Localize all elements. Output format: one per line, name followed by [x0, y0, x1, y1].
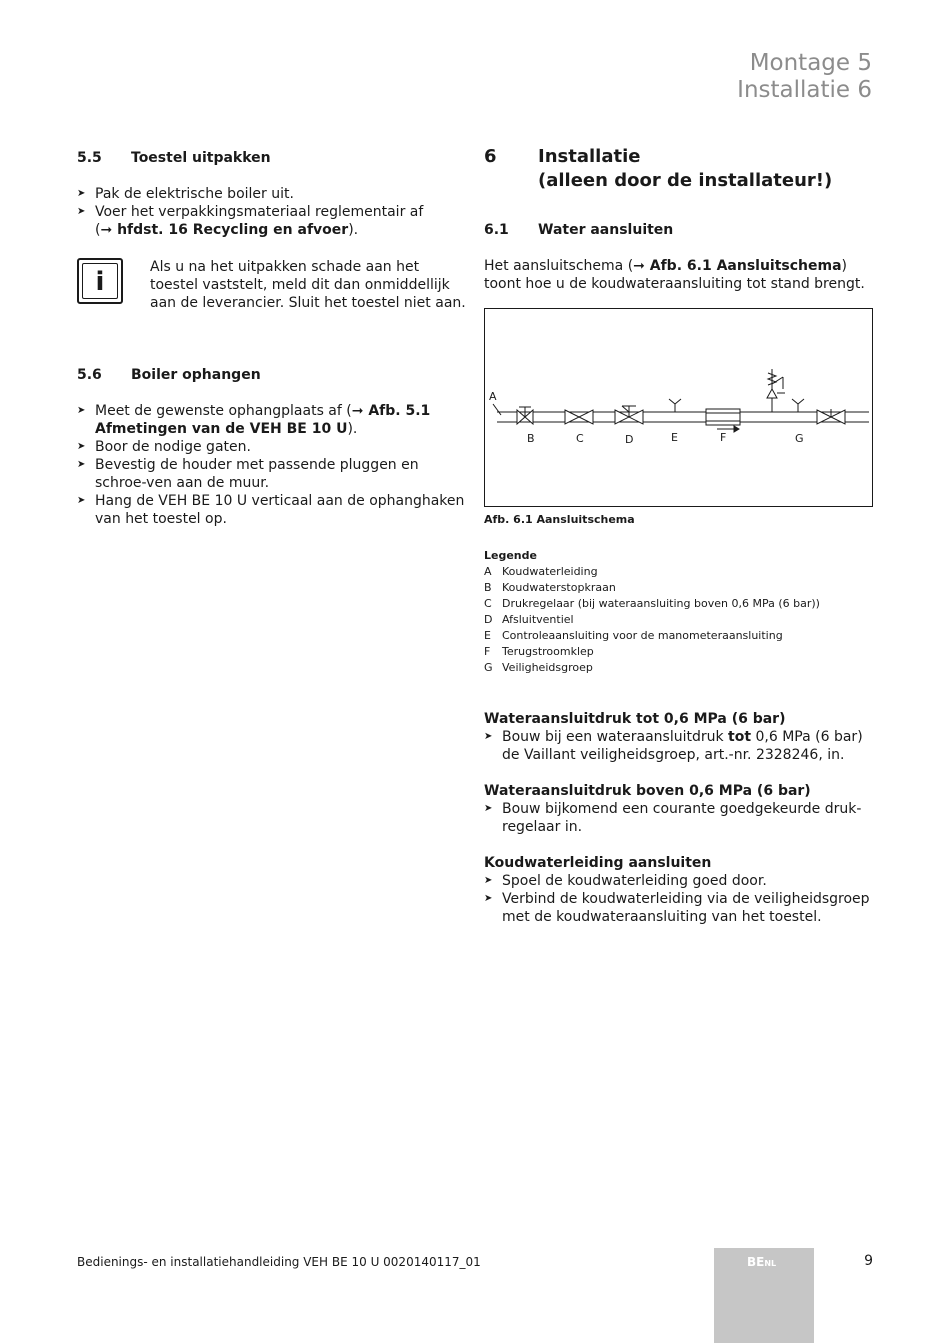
section-5-5-heading — [77, 149, 467, 167]
language-tab — [714, 1248, 814, 1343]
cross-reference: ➞ Afb. 5.1 Afmetingen van de VEH BE 10 U — [95, 403, 431, 437]
language-code: NL — [764, 1259, 777, 1268]
legend-key: B — [484, 581, 492, 594]
legend-item — [484, 596, 876, 612]
connection-diagram — [484, 308, 873, 507]
list-item — [77, 185, 467, 203]
section-title: Boiler ophangen — [131, 367, 261, 383]
test-connection-e — [669, 399, 681, 412]
label-e: E — [671, 431, 678, 444]
label-d: D — [625, 433, 634, 446]
list-item-text: Bevestig de houder met passende pluggen en schroe-ven aan de muur. — [95, 457, 419, 491]
cold-water-heading: Koudwaterleiding aansluiten — [484, 855, 712, 871]
legend-item — [484, 612, 876, 628]
label-b: B — [527, 432, 535, 445]
cross-reference: ➞ Afb. 6.1 Aansluitschema — [633, 258, 842, 274]
shutoff-valve-d — [615, 406, 643, 424]
label-g: G — [795, 432, 804, 445]
list-item — [484, 800, 876, 836]
footer-document-title: Bedienings- en installatiehandleiding VEH BE 10 U 0020140117_01 — [77, 1255, 481, 1269]
legend-text: Veiligheidsgroep — [502, 661, 593, 674]
legend-item — [484, 564, 876, 580]
list-item-text: Pak de elektrische boiler uit. — [95, 186, 294, 202]
check-valve-f — [706, 409, 740, 432]
legend-item — [484, 628, 876, 644]
legend-key: F — [484, 645, 491, 658]
section-number: 6.1 — [484, 222, 509, 238]
label-f: F — [720, 431, 727, 444]
list-item-text: Verbind de koudwaterleiding via de veiligheidsgroep met de koudwateraansluiting van het toestel. — [502, 891, 870, 925]
list-item — [484, 890, 876, 926]
list-item — [484, 872, 876, 890]
section-6-1-intro — [484, 257, 876, 293]
info-note: Als u na het uitpakken schade aan het toestel vaststelt, meld dit dan onmiddellijk aan de leverancier. Sluit het toestel niet aan. — [150, 259, 466, 311]
legend-text: Terugstroomklep — [502, 645, 594, 658]
list-item — [77, 402, 467, 438]
list-item — [484, 728, 876, 764]
legend-item — [484, 660, 876, 676]
section-6-1-heading — [484, 221, 876, 239]
legend-text: Afsluitventiel — [502, 613, 574, 626]
legend-key: C — [484, 597, 492, 610]
legend-key: A — [484, 565, 492, 578]
pressure-high-list — [484, 800, 876, 836]
section-5-6-list — [77, 402, 467, 528]
section-title: Water aansluiten — [538, 222, 674, 238]
info-glyph: i — [82, 263, 118, 299]
language-tab-label — [747, 1254, 776, 1272]
intro-text: Het aansluitschema ( — [484, 258, 634, 274]
list-item — [77, 203, 467, 239]
paren-close: ). — [348, 222, 359, 238]
legend-text: Koudwaterstopkraan — [502, 581, 616, 594]
section-number: 5.6 — [77, 367, 102, 383]
legend-item — [484, 580, 876, 596]
page-number: 9 — [864, 1253, 873, 1269]
pressure-low-heading: Wateraansluitdruk tot 0,6 MPa (6 bar) — [484, 711, 786, 727]
list-item-text: Voer het verpakkingsmateriaal reglementair af — [95, 204, 424, 220]
chapter-subtitle: (alleen door de installateur!) — [538, 170, 833, 191]
legend-text: Drukregelaar (bij wateraansluiting boven 0,6 MPa (6 bar)) — [502, 597, 820, 610]
legend-text: Koudwaterleiding — [502, 565, 598, 578]
legend-key: G — [484, 661, 493, 674]
list-item — [77, 492, 467, 528]
connection-schematic — [485, 309, 872, 506]
chapter-6-heading — [484, 145, 876, 193]
legend-key: D — [484, 613, 493, 626]
legend-item — [484, 644, 876, 660]
figure-caption: Afb. 6.1 Aansluitschema — [484, 513, 635, 526]
section-5-5-list — [77, 185, 467, 239]
legend-title: Legende — [484, 549, 537, 562]
section-title: Toestel uitpakken — [131, 150, 271, 166]
cold-water-list — [484, 872, 876, 926]
legend-text: Controleaansluiting voor de manometeraansluiting — [502, 629, 783, 642]
running-header — [737, 50, 872, 104]
section-5-6-heading — [77, 366, 467, 384]
list-item-text: ). — [347, 421, 358, 437]
list-item — [77, 438, 467, 456]
cross-reference: ➞ hfdst. 16 Recycling en afvoer — [100, 222, 349, 238]
legend-key: E — [484, 629, 491, 642]
section-number: 5.5 — [77, 150, 102, 166]
list-item-text: Spoel de koudwaterleiding goed door. — [502, 873, 767, 889]
paren-open: ( — [95, 222, 101, 238]
label-a: A — [489, 390, 497, 403]
emphasis: tot — [728, 729, 752, 745]
list-item-text: Hang de VEH BE 10 U verticaal aan de ophanghaken van het toestel op. — [95, 493, 465, 527]
intro-text: ) toont hoe u de koudwateraansluiting tot stand brengt. — [484, 258, 865, 292]
pressure-low-list — [484, 728, 876, 764]
safety-group-g — [767, 369, 845, 424]
header-line-montage: Montage 5 — [749, 50, 872, 76]
list-item-text: 0,6 MPa (6 bar) de Vaillant veiligheidsgroep, art.-nr. 2328246, in. — [502, 729, 863, 763]
list-item-text: Boor de nodige gaten. — [95, 439, 251, 455]
list-item-text: Meet de gewenste ophangplaats af ( — [95, 403, 352, 419]
list-item-text: Bouw bijkomend een courante goedgekeurde druk-regelaar in. — [502, 801, 862, 835]
list-item-text: Bouw bij een wateraansluitdruk — [502, 729, 729, 745]
country-code: BE — [747, 1255, 765, 1269]
chapter-title: Installatie — [538, 146, 641, 167]
info-icon — [77, 258, 123, 304]
chapter-number: 6 — [484, 146, 497, 167]
pressure-high-heading: Wateraansluitdruk boven 0,6 MPa (6 bar) — [484, 783, 811, 799]
stopcock-valve-b — [517, 407, 533, 424]
list-item — [77, 456, 467, 492]
label-a-leader — [493, 404, 501, 415]
legend — [484, 548, 876, 676]
header-line-installatie: Installatie 6 — [737, 77, 872, 103]
label-c: C — [576, 432, 584, 445]
